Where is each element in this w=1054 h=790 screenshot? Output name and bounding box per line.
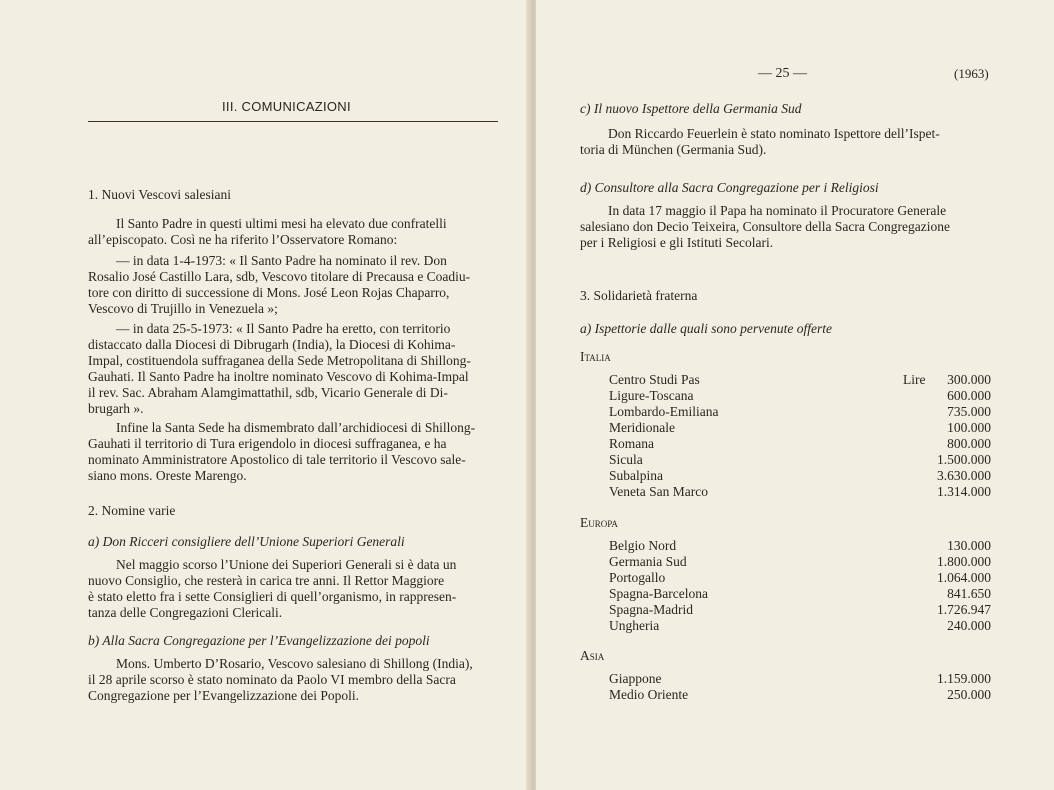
paragraph-3 [88,321,498,417]
province-name: Medio Oriente [609,687,689,702]
text-line: Rosalio José Castillo Lara, sdb, Vescovo titolare di Precausa e Coadiu- [88,269,471,284]
text-line: è stato eletto fra i sette Consiglieri di quell’organismo, in rappresen- [88,589,457,604]
heading-solidarieta: 3. Solidarietà fraterna [580,288,698,303]
province-name: Lombardo-Emiliana [609,404,719,419]
table-row [609,372,991,388]
province-name: Portogallo [609,570,666,585]
text-line: siano mons. Oreste Marengo. [88,468,247,483]
paragraph-c [580,126,992,158]
text-line: all’episcopato. Così ne ha riferito l’Osservatore Romano: [88,232,398,247]
group-heading-italia: Italia [580,349,611,364]
text-line: Don Riccardo Feuerlein è stato nominato Ispettore dell’Ispet- [608,126,940,141]
heading-nuovi-vescovi: 1. Nuovi Vescovi salesiani [88,187,231,202]
subheading-d: d) Consultore alla Sacra Congregazione per i Religiosi [580,180,879,195]
amount: 800.000 [947,436,991,451]
amount: 1.500.000 [937,452,991,467]
text-line: Gauhati il territorio di Tura erigendolo in diocesi suffraganea, e ha [88,436,447,451]
paragraph-d [580,203,992,251]
text-line: Il Santo Padre in questi ultimi mesi ha elevato due confratelli [116,216,447,231]
table-row [609,468,991,484]
table-row [609,538,991,554]
group-heading-asia: Asia [580,648,605,663]
group-heading-europa: Europa [580,515,618,530]
text-line: il 28 aprile scorso è stato nominato da Paolo VI membro della Sacra [88,672,456,687]
province-name: Subalpina [609,468,663,483]
amount: 600.000 [947,388,991,403]
table-row [609,388,991,404]
amount: 300.000 [947,372,991,387]
text-line: Impal, costituendola suffraganea della Sede Metropolitana di Shillong- [88,353,471,368]
paragraph-b [88,656,498,704]
table-row [609,484,991,500]
text-line: Gauhati. Il Santo Padre ha inoltre nominato Vescovo di Kohima-Impal [88,369,469,384]
section-title: III. COMUNICAZIONI [222,99,351,114]
province-name: Ungheria [609,618,660,633]
text-line: nuovo Consiglio, che resterà in carica tre anni. Il Rettor Maggiore [88,573,445,588]
province-name: Veneta San Marco [609,484,708,499]
amount: 735.000 [947,404,991,419]
amount: 130.000 [947,538,991,553]
table-row [609,404,991,420]
text-line: In data 17 maggio il Papa ha nominato il Procuratore Generale [608,203,947,218]
text-line: tore con diritto di successione di Mons. José Leon Rojas Chaparro, [88,285,450,300]
amount: 1.314.000 [937,484,991,499]
province-name: Meridionale [609,420,675,435]
subheading-b: b) Alla Sacra Congregazione per l’Evangelizzazione dei popoli [88,633,430,648]
heading-nomine-varie: 2. Nomine varie [88,503,176,518]
table-row [609,602,991,618]
province-name: Centro Studi Pas [609,372,700,387]
province-name: Romana [609,436,654,451]
paragraph-2 [88,253,498,317]
amount: 250.000 [947,687,991,702]
amount: 240.000 [947,618,991,633]
text-line: — in data 25-5-1973: « Il Santo Padre ha eretto, con territorio [116,321,451,336]
amount: 1.064.000 [937,570,991,585]
amount: 841.650 [947,586,991,601]
table-row [609,420,991,436]
table-row [609,452,991,468]
table-row [609,570,991,586]
province-name: Spagna-Madrid [609,602,693,617]
province-name: Sicula [609,452,643,467]
amount: 3.630.000 [937,468,991,483]
amount: 1.726.947 [937,602,991,617]
year-label: (1963) [954,66,989,81]
table-row [609,671,991,687]
table-row [609,436,991,452]
table-row [609,687,991,703]
text-line: distaccato dalla Diocesi di Dibrugarh (India), la Diocesi di Kohima- [88,337,456,352]
subheading-a: a) Don Ricceri consigliere dell’Unione Superiori Generali [88,534,405,549]
right-page [536,0,1054,790]
currency-label: Lire [903,372,926,387]
province-name: Ligure-Toscana [609,388,694,403]
subheading-3a: a) Ispettorie dalle quali sono pervenute offerte [580,321,832,336]
province-name: Giappone [609,671,662,686]
text-line: per i Religiosi e gli Istituti Secolari. [580,235,774,250]
paragraph-a [88,557,498,621]
text-line: nominato Amministratore Apostolico di tale territorio il Vescovo sale- [88,452,466,467]
text-line: Mons. Umberto D’Rosario, Vescovo salesiano di Shillong (India), [116,656,473,671]
text-line: tanza delle Congregazioni Clericali. [88,605,283,620]
table-row [609,618,991,634]
province-name: Spagna-Barcelona [609,586,708,601]
section-rule [88,121,498,122]
province-name: Belgio Nord [609,538,677,553]
text-line: salesiano don Decio Teixeira, Consultore della Sacra Congregazione [580,219,950,234]
text-line: — in data 1-4-1973: « Il Santo Padre ha nominato il rev. Don [116,253,447,268]
province-name: Germania Sud [609,554,687,569]
text-line: toria di München (Germania Sud). [580,142,767,157]
text-line: brugarh ». [88,401,144,416]
table-row [609,554,991,570]
table-row [609,586,991,602]
amount: 1.800.000 [937,554,991,569]
text-line: Vescovo di Trujillo in Venezuela »; [88,301,278,316]
paragraph-1 [88,216,498,248]
amount: 100.000 [947,420,991,435]
text-line: Congregazione per l’Evangelizzazione dei Popoli. [88,688,360,703]
text-line: Nel maggio scorso l’Unione dei Superiori Generali si è data un [116,557,457,572]
paragraph-4 [88,420,498,484]
page-number: — 25 — [758,66,807,81]
text-line: il rev. Sac. Abraham Alamgimattathil, sdb, Vicario Generale di Di- [88,385,448,400]
subheading-c: c) Il nuovo Ispettore della Germania Sud [580,101,802,116]
text-line: Infine la Santa Sede ha dismembrato dall’archidiocesi di Shillong- [116,420,476,435]
amount: 1.159.000 [937,671,991,686]
